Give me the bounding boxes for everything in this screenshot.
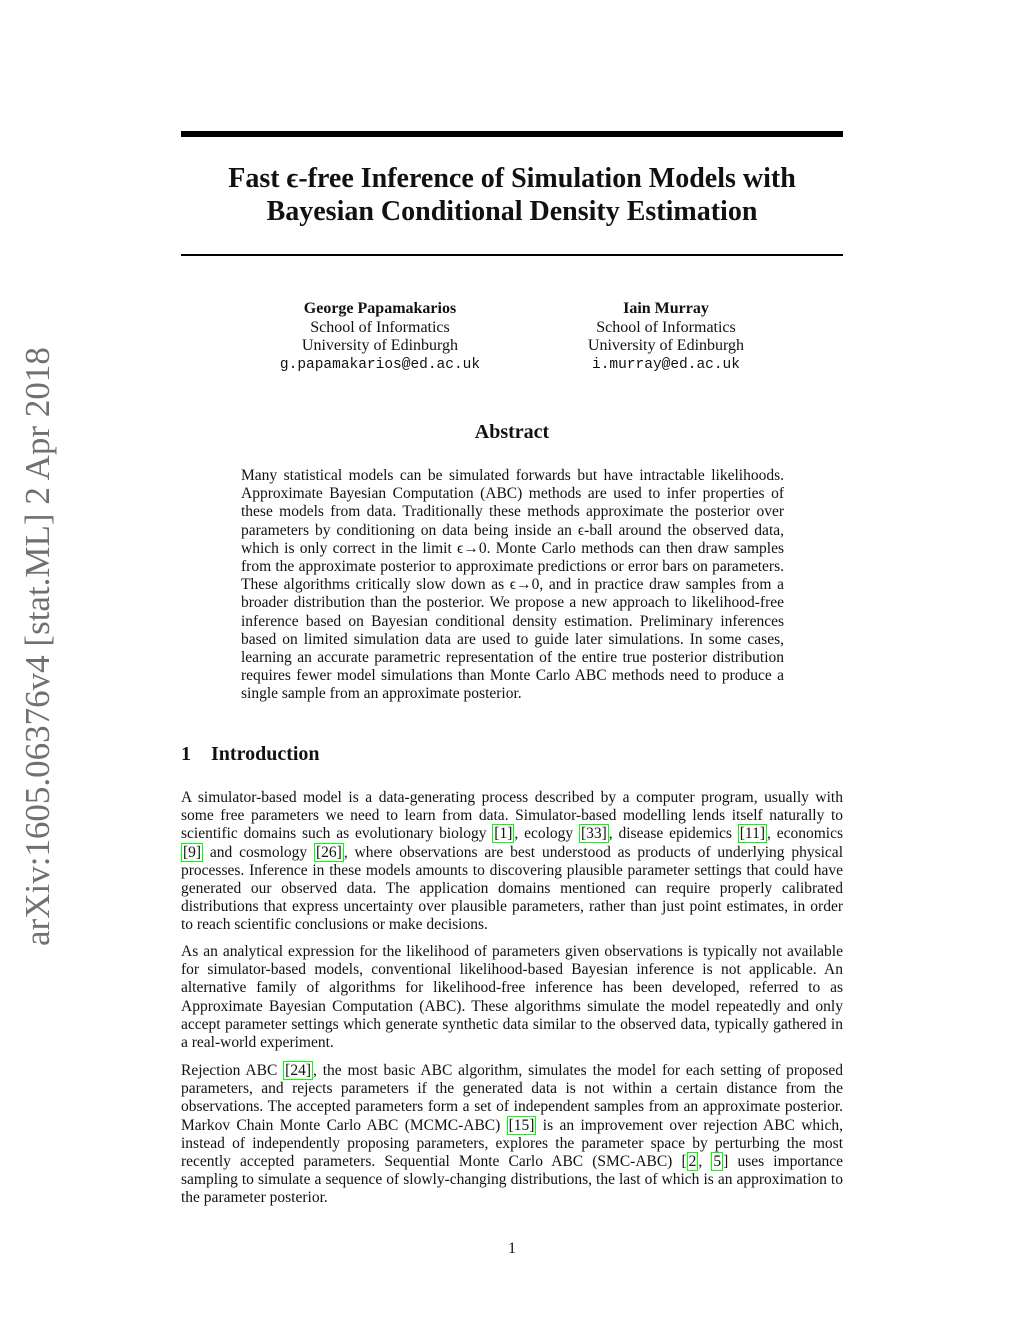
title-line-2: Bayesian Conditional Density Estimation [266, 196, 758, 227]
author-block-2 [516, 300, 816, 374]
paragraph-text: Rejection ABC [181, 1062, 284, 1079]
abstract-heading: Abstract [474, 421, 550, 443]
author-name: George Papamakarios [303, 300, 457, 317]
title-rule-top [181, 131, 843, 137]
intro-paragraph-3 [181, 1062, 843, 1208]
title-rule-bottom [181, 254, 843, 256]
paragraph-text: , disease epidemics [608, 825, 738, 843]
citation-link[interactable]: 5 [713, 1153, 722, 1171]
paragraph-text: , ecology [514, 825, 579, 843]
paragraph-text: and cosmology [203, 843, 314, 861]
paragraph-text: , economics [767, 825, 843, 843]
author-school: School of Informatics [310, 318, 450, 336]
citation-link[interactable]: [24] [285, 1062, 311, 1079]
author-university: University of Edinburgh [587, 337, 745, 354]
author-email[interactable]: i.murray@ed.ac.uk [592, 356, 740, 373]
author-school: School of Informatics [596, 318, 736, 336]
citation-link[interactable]: [26] [315, 843, 342, 861]
author-name: Iain Murray [623, 300, 709, 317]
arxiv-stamp: arXiv:1605.06376v4 [stat.ML] 2 Apr 2018 [18, 347, 57, 946]
paragraph-text: A simulator-based model is a data-generating process described by a computer program, usually with some free parameters we need to learn from data. Simulator-based modelling lends itself naturally to scientific domains such as evolutionary biology [181, 789, 843, 843]
paragraph-text: , [698, 1153, 712, 1171]
author-block-1 [230, 300, 530, 374]
title-line-1: Fast ϵ-free Inference of Simulation Models with [228, 163, 796, 194]
paragraph-text: is an improvement over rejection ABC which, instead of independently proposing parameters, explores the parameter space by perturbing the most recently accepted parameters. Sequential Monte Carlo ABC (SMC-ABC) [ [181, 1116, 843, 1171]
citation-link[interactable]: [9] [183, 843, 202, 861]
citation-link[interactable]: [33] [580, 825, 607, 843]
page-number: 1 [508, 1240, 516, 1257]
citation-link[interactable]: [11] [739, 825, 765, 843]
section-title: Introduction [211, 743, 320, 765]
citation-link[interactable]: 2 [688, 1153, 697, 1171]
paragraph-text: , where observations are best understood as products of underlying physical processes. Inference in these models amounts to discovering plausible parameter settings that could have generated our observed data. The application domains mentioned can require properly calibrated distributions that express uncertainty over plausible parameters, rather than just point estimates, in order to reach scientific conclusions or make decisions. [181, 843, 843, 934]
paper-title [181, 162, 843, 228]
section-number: 1 [181, 743, 191, 765]
intro-paragraph-1 [181, 789, 843, 935]
citation-link[interactable]: [1] [494, 825, 513, 843]
paragraph-text: ] uses importance sampling to simulate a sequence of slowly-changing distributions, the last of which is an approximation to the parameter posterior. [181, 1153, 844, 1207]
paragraph-text: , the most basic ABC algorithm, simulates the model for each setting of proposed parameters, and rejects parameters if the generated data is not within a certain distance from the observations. The accepted parameters form a set of independent samples from an approximate posterior. Markov Chain Monte Carlo ABC (MCMC-ABC) [181, 1062, 843, 1134]
abstract-text: Many statistical models can be simulated forwards but have intractable likelihoods. Approximate Bayesian Computation (ABC) methods are used to infer properties of these models from data. Traditionally these methods approximate the posterior over parameters by conditioning on data being inside an ϵ-ball around the observed data, which is only correct in the limit ϵ→0. Monte Carlo methods can then draw samples from the approximate posterior to approximate predictions or error bars on parameters. These algorithms critically slow down as ϵ→0, and in practice draw samples from a broader distribution than the posterior. We propose a new approach to likelihood-free inference based on Bayesian conditional density estimation. Preliminary inferences based on limited simulation data are used to guide later simulations. In some cases, learning an accurate parametric representation of the entire true posterior distribution requires fewer model simulations than Monte Carlo ABC methods need to produce a single sample from an approximate posterior. [241, 467, 784, 703]
author-email[interactable]: g.papamakarios@ed.ac.uk [279, 356, 481, 373]
author-university: University of Edinburgh [301, 337, 459, 354]
intro-paragraph-2: As an analytical expression for the likelihood of parameters given observations is typically not available for simulator-based models, conventional likelihood-based Bayesian inference is not applicable. An alternative family of algorithms for likelihood-free inference has been developed, referred to as Approximate Bayesian Computation (ABC). These algorithms simulate the model repeatedly and only accept parameter settings which generate synthetic data similar to the observed data, typically gathered in a real-world experiment. [181, 943, 843, 1052]
citation-link[interactable]: [15] [508, 1116, 535, 1134]
section-heading-introduction [181, 743, 320, 766]
